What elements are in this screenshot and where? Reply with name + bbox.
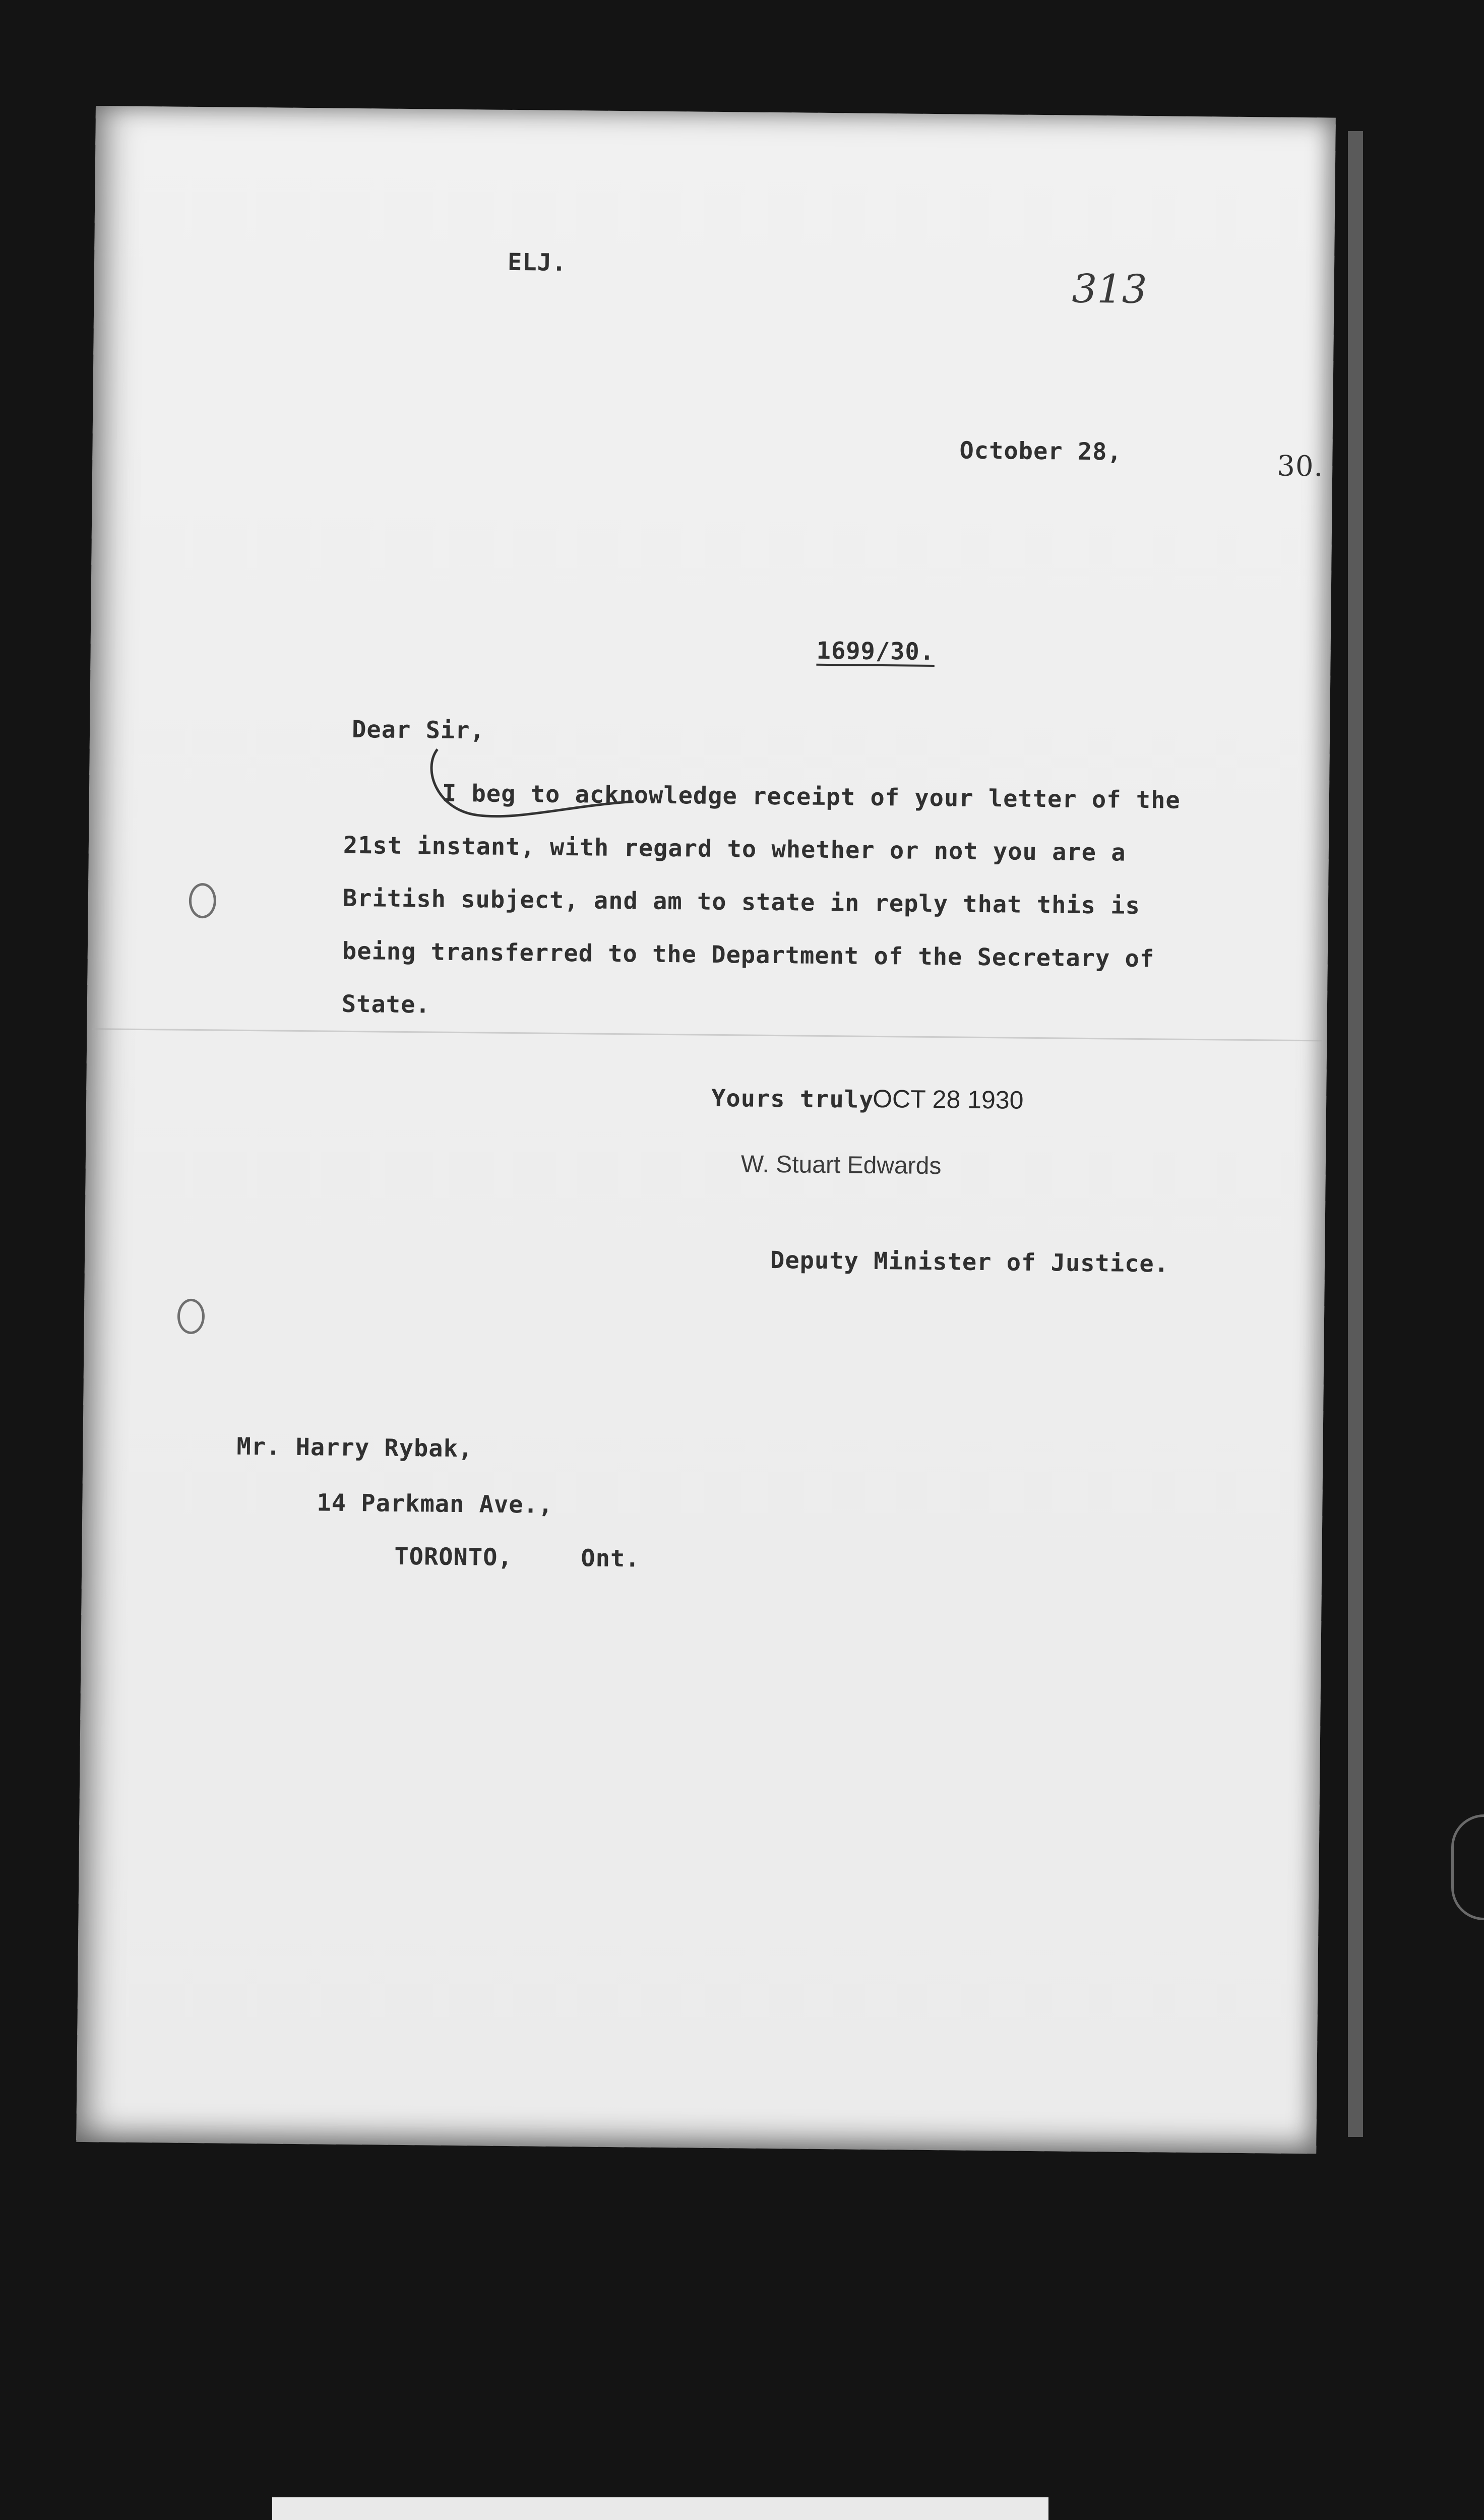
punch-hole-top xyxy=(189,883,217,919)
letter-date: October 28, xyxy=(959,436,1123,466)
body-line-5: State. xyxy=(341,990,430,1019)
recipient-street: 14 Parkman Ave., xyxy=(317,1489,553,1519)
signer-title: Deputy Minister of Justice. xyxy=(770,1246,1169,1278)
recipient-city: TORONTO, xyxy=(394,1542,513,1572)
body-line-2: 21st instant, with regard to whether or not you are a xyxy=(343,831,1126,867)
body-line-3: British subject, and am to state in reply that this is xyxy=(342,884,1141,920)
signature: W. Stuart Edwards xyxy=(740,1151,942,1180)
recipient-province: Ont. xyxy=(581,1544,640,1573)
salutation: Dear Sir, xyxy=(351,715,485,745)
fold-line xyxy=(92,1028,1322,1041)
letter-year: 30. xyxy=(1276,450,1324,483)
body-line-1: I beg to acknowledge receipt of your letter of the xyxy=(442,779,1181,814)
handwritten-correction-mark xyxy=(416,739,639,842)
body-line-4: being transferred to the Department of the Secretary of xyxy=(342,937,1155,973)
date-stamp: OCT 28 1930 xyxy=(872,1084,1024,1114)
recipient-name: Mr. Harry Rybak, xyxy=(236,1432,473,1463)
sheet-shadow-edge xyxy=(1348,131,1363,2137)
punch-hole-bottom xyxy=(177,1299,205,1335)
letter-sheet xyxy=(76,106,1336,2154)
frame-edge-mark xyxy=(1451,1814,1484,1920)
file-number: 1699/30. xyxy=(816,637,935,666)
initials: ELJ. xyxy=(507,248,567,277)
closing: Yours truly xyxy=(711,1084,874,1114)
page-number: 313 xyxy=(1072,266,1147,313)
department-label xyxy=(272,2497,1048,2520)
